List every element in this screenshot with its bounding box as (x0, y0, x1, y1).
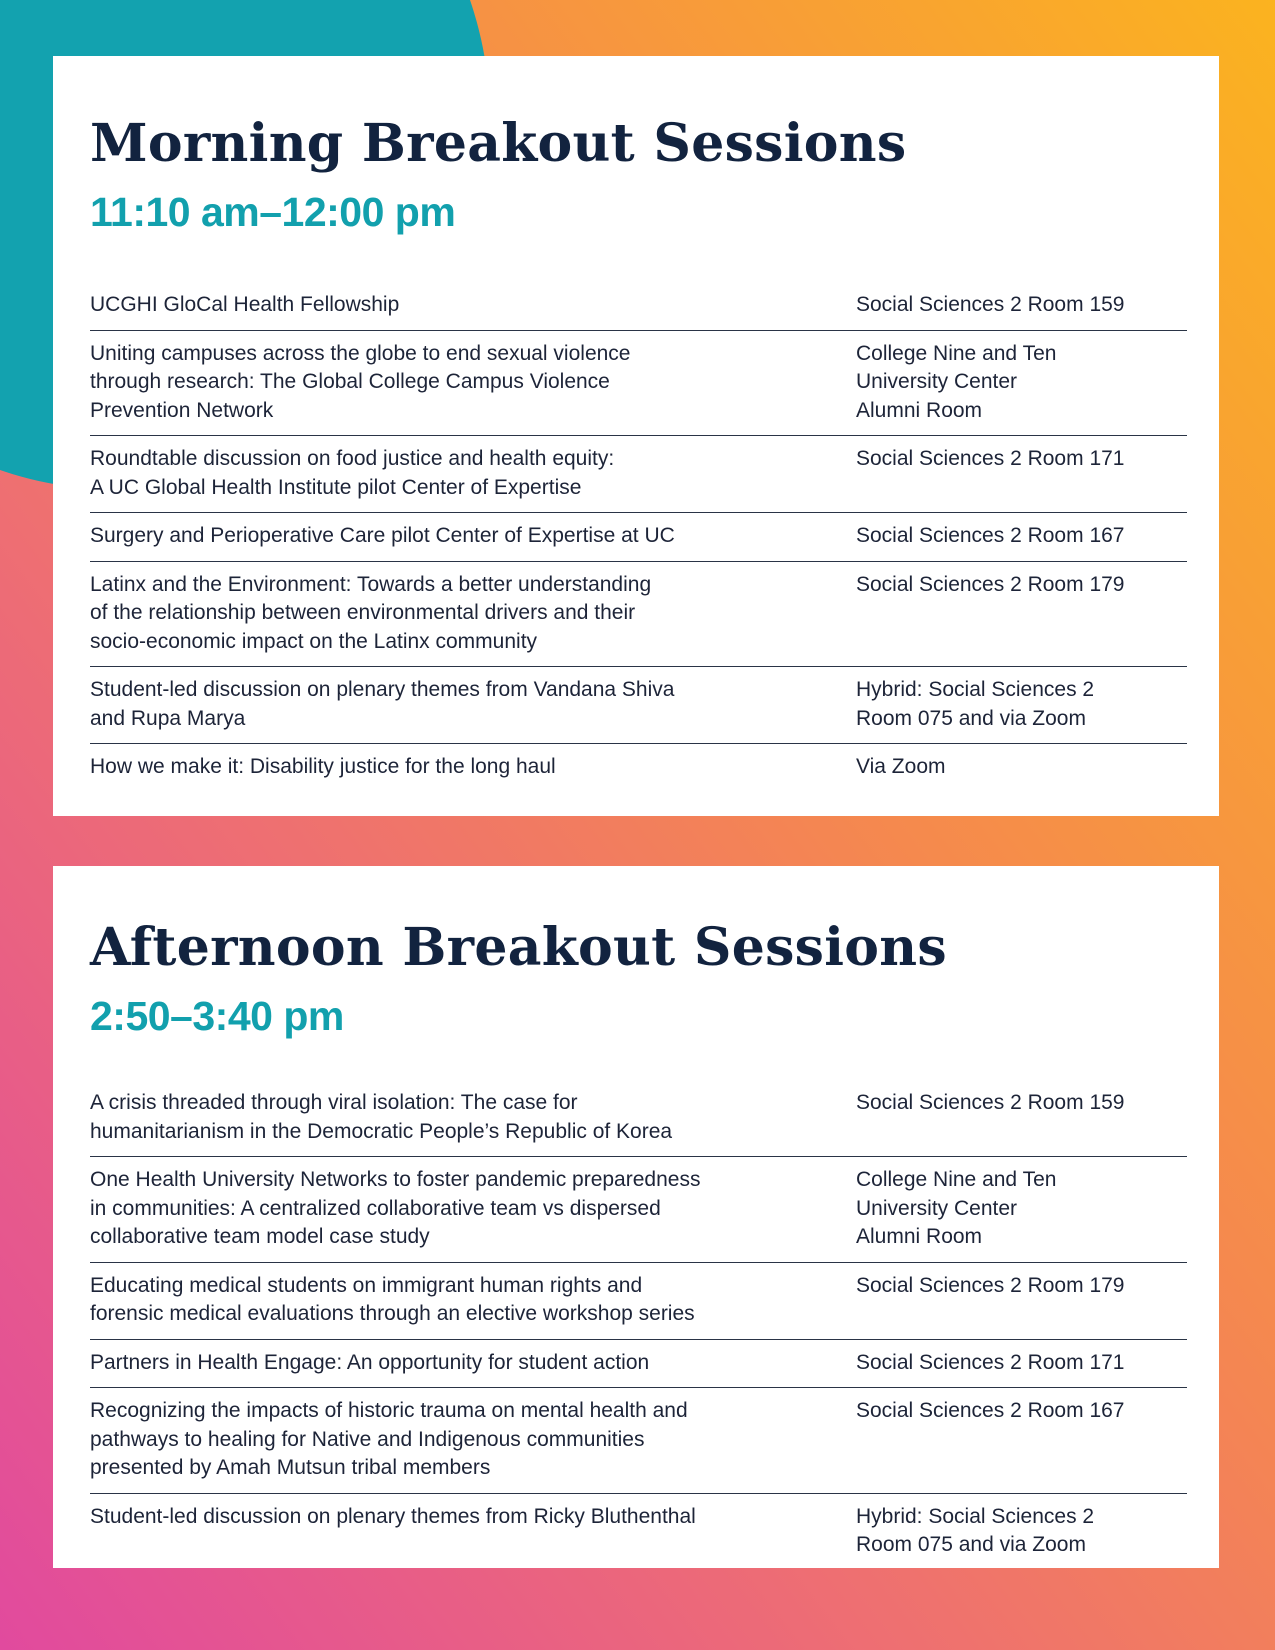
session-location: Social Sciences 2 Room 167 (856, 524, 1125, 547)
session-row (90, 513, 1187, 562)
session-row (90, 331, 1187, 437)
session-name: Uniting campuses across the globe to end sexual violence through research: The Global College Campus Violence Prevention Network (90, 341, 631, 422)
session-row (90, 436, 1187, 513)
afternoon-session-list (90, 1080, 1187, 1570)
afternoon-time: 2:50–3:40 pm (90, 993, 344, 1039)
session-location: Social Sciences 2 Room 179 (856, 1273, 1125, 1297)
session-name: Educating medical students on immigrant human rights and forensic medical evaluations through an elective workshop series (90, 1273, 695, 1325)
session-location: Social Sciences 2 Room 179 (856, 572, 1125, 596)
session-row (90, 1157, 1187, 1263)
session-row (90, 744, 1187, 792)
session-row (90, 1494, 1187, 1570)
session-location: Social Sciences 2 Room 171 (856, 1350, 1125, 1374)
session-row (90, 1388, 1187, 1494)
session-name: One Health University Networks to foster pandemic preparedness in communities: A centralized collaborative team vs dispersed collaborative team model case study (90, 1168, 701, 1248)
session-location: Via Zoom (856, 755, 946, 778)
session-location: College Nine and Ten University Center Alumni Room (856, 341, 1057, 422)
session-name: Latinx and the Environment: Towards a better understanding of the relationship between environmental drivers and their socio-economic impact on the Latinx community (90, 572, 652, 653)
session-location: College Nine and Ten University Center Alumni Room (856, 1168, 1057, 1248)
session-name: Recognizing the impacts of historic trauma on mental health and pathways to healing for Native and Indigenous communities presented by Amah Mutsun tribal members (90, 1399, 688, 1479)
session-name: Student-led discussion on plenary themes from Ricky Bluthenthal (90, 1504, 696, 1528)
session-row (90, 1080, 1187, 1157)
afternoon-title: Afternoon Breakout Sessions (90, 917, 947, 978)
morning-title: Morning Breakout Sessions (90, 113, 907, 174)
session-location: Social Sciences 2 Room 159 (856, 293, 1125, 316)
session-name: Roundtable discussion on food justice and health equity: A UC Global Health Institute pilot Center of Expertise (90, 447, 615, 499)
session-row (90, 282, 1187, 331)
session-name: A crisis threaded through viral isolation: The case for humanitarianism in the Democratic People’s Republic of Korea (90, 1091, 673, 1143)
session-name: Surgery and Perioperative Care pilot Center of Expertise at UC (90, 524, 675, 547)
session-location: Social Sciences 2 Room 159 (856, 1091, 1125, 1114)
morning-time: 11:10 am–12:00 pm (90, 189, 456, 235)
afternoon-sessions-card (53, 866, 1219, 1568)
session-row (90, 1340, 1187, 1389)
session-location: Social Sciences 2 Room 167 (856, 1399, 1125, 1422)
session-name: UCGHI GloCal Health Fellowship (90, 293, 400, 316)
session-name: How we make it: Disability justice for the long haul (90, 755, 556, 778)
morning-sessions-card (53, 56, 1219, 816)
session-name: Partners in Health Engage: An opportunity for student action (90, 1350, 650, 1374)
session-name: Student-led discussion on plenary themes from Vandana Shiva and Rupa Marya (90, 678, 675, 730)
session-location: Hybrid: Social Sciences 2 Room 075 and via Zoom (856, 678, 1095, 730)
session-location: Hybrid: Social Sciences 2 Room 075 and via Zoom (856, 1504, 1095, 1556)
session-location: Social Sciences 2 Room 171 (856, 447, 1125, 470)
session-row (90, 667, 1187, 744)
session-row (90, 1263, 1187, 1340)
session-row (90, 562, 1187, 668)
morning-session-list (90, 282, 1187, 792)
